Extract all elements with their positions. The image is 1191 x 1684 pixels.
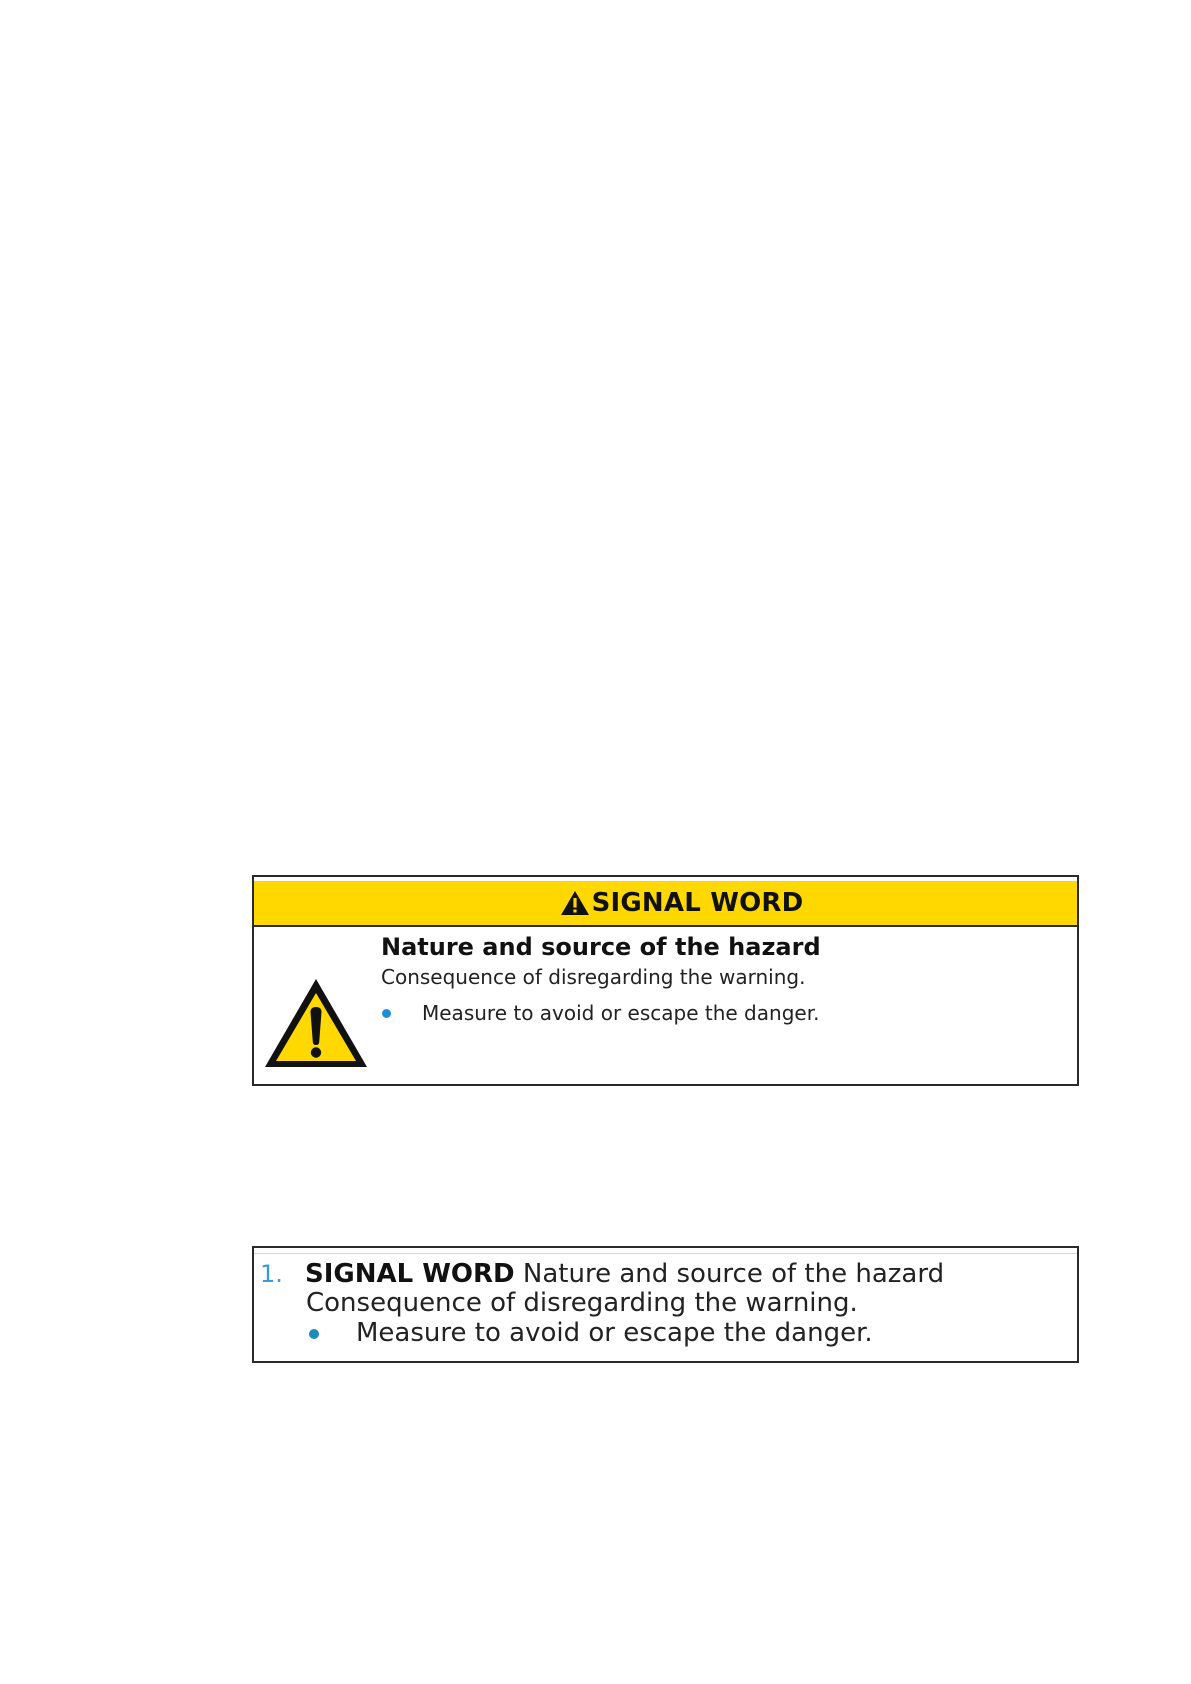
hazard-title: Nature and source of the hazard	[381, 933, 821, 961]
inline-measure-text: Measure to avoid or escape the danger.	[356, 1318, 873, 1348]
inline-warning-box	[252, 1246, 1079, 1363]
warning-triangle-icon	[262, 976, 370, 1070]
warning-header-content	[560, 888, 804, 918]
inline-warning-headline	[305, 1259, 944, 1289]
measure-text: Measure to avoid or escape the danger.	[422, 1001, 820, 1025]
divider	[254, 1253, 1077, 1254]
bullet-icon	[309, 1329, 319, 1339]
consequence-text: Consequence of disregarding the warning.	[381, 965, 806, 989]
warning-triangle-small-icon	[560, 890, 590, 916]
bullet-icon	[382, 1009, 391, 1018]
inline-signal-word: SIGNAL WORD	[305, 1259, 515, 1289]
warning-box	[252, 875, 1079, 1086]
inline-consequence-text: Consequence of disregarding the warning.	[306, 1288, 858, 1318]
inline-hazard-text: Nature and source of the hazard	[522, 1259, 945, 1289]
warning-header	[254, 881, 1077, 927]
signal-word: SIGNAL WORD	[591, 888, 804, 918]
list-number: 1.	[260, 1260, 283, 1288]
